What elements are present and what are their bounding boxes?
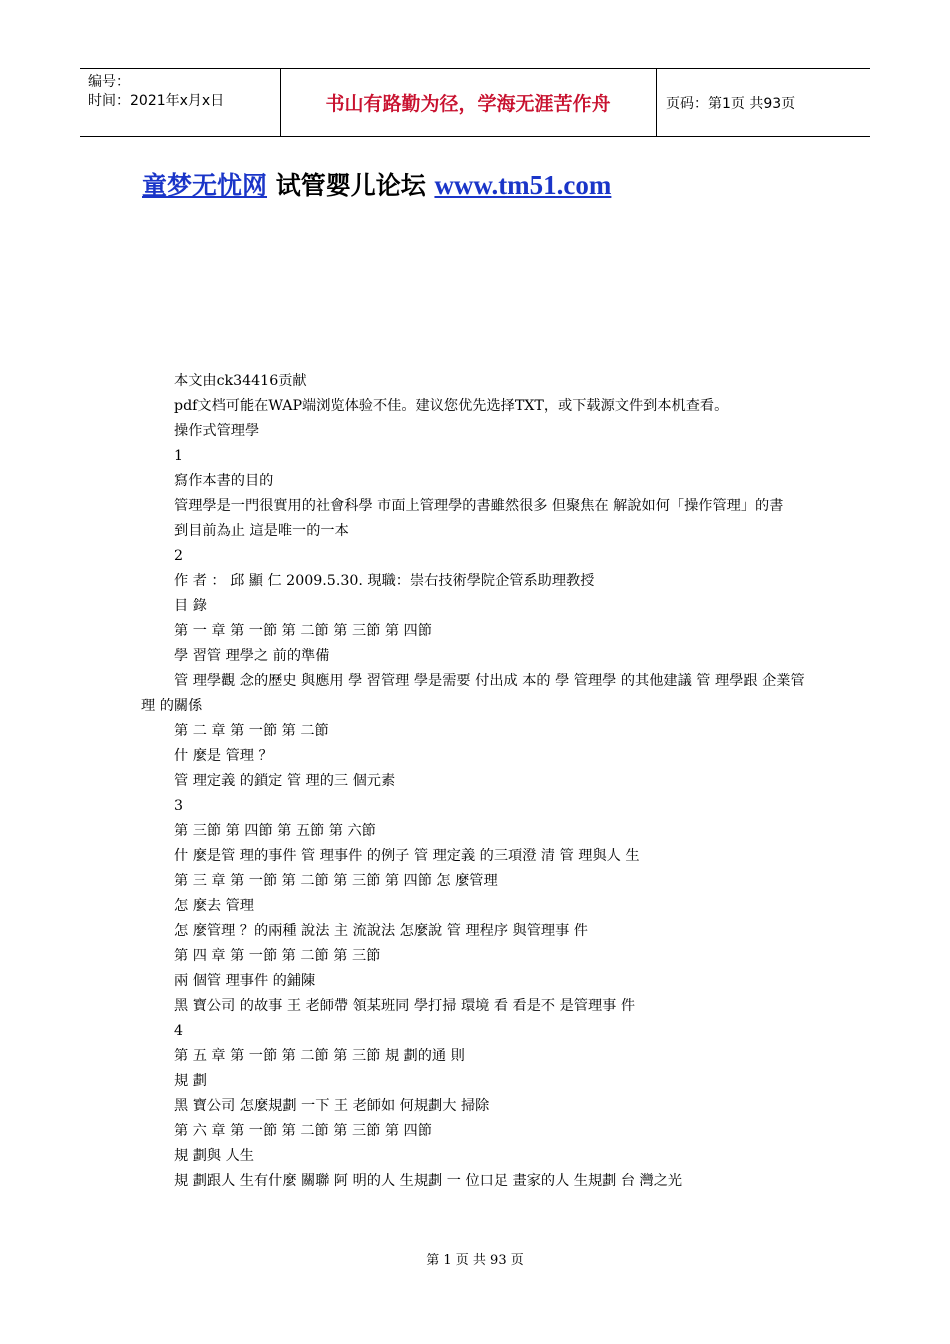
text-line: 4 [174, 1023, 184, 1039]
time-label: 时间：2021年x月x日 [88, 93, 225, 109]
site-name-link[interactable]: 童梦无忧网 [142, 171, 268, 200]
text-line: 什 麼是管 理的事件 管 理事件 的例子 管 理定義 的三項澄 清 管 理與人 生 [174, 848, 640, 864]
text-line: 本文由ck34416贡献 [174, 373, 307, 389]
header-page-info: 页码：第1页 共93页 [666, 96, 796, 112]
text-line: 操作式管理學 [174, 423, 260, 439]
text-line: 第 二 章 第 一節 第 二節 [174, 723, 329, 739]
header-motto: 书山有路勤为径，学海无涯苦作舟 [325, 93, 611, 115]
text-line: 第 三節 第 四節 第 五節 第 六節 [174, 823, 376, 839]
page-footer: 第 1 页 共 93 页 [426, 1253, 524, 1268]
header-meta [88, 73, 224, 111]
text-line: 目 錄 [174, 598, 207, 614]
text-line: 規 劃跟人 生有什麼 關聯 阿 明的人 生規劃 一 位口足 畫家的人 生規劃 台 灣之光 [174, 1173, 683, 1189]
text-line: 第 一 章 第 一節 第 二節 第 三節 第 四節 [174, 623, 432, 639]
document-body [141, 369, 813, 1194]
forum-name: 试管婴儿论坛 [267, 171, 435, 200]
text-line: 作 者 ： 邱 顯 仁 2009.5.30. 現職：崇右技術學院企管系助理教授 [174, 573, 595, 589]
text-line: 到目前為止 這是唯一的一本 [174, 523, 349, 539]
text-line: 規 劃 [174, 1073, 207, 1089]
header-divider [656, 69, 657, 136]
page-header [80, 68, 870, 137]
text-line: 黑 寶公司 怎麼規劃 一下 王 老師如 何規劃大 掃除 [174, 1098, 490, 1114]
text-line: 第 三 章 第 一節 第 二節 第 三節 第 四節 怎 麼管理 [174, 873, 498, 889]
text-line: 1 [174, 448, 184, 464]
text-line: 管 理定義 的鎖定 管 理的三 個元素 [174, 773, 396, 789]
text-line: 黑 寶公司 的故事 王 老師帶 領某班同 學打掃 環境 看 看是不 是管理事 件 [174, 998, 636, 1014]
text-line: 2 [174, 548, 184, 564]
text-line: 什 麼是 管理 ？ [174, 748, 273, 764]
text-line: 管理學是一門很實用的社會科學 市面上管理學的書雖然很多 但聚焦在 解說如何「操作管理」的書 [174, 498, 784, 514]
text-line: 學 習管 理學之 前的準備 [174, 648, 330, 664]
text-line: 管 理學觀 念的歷史 與應用 學 習管理 學是需要 付出成 本的 學 管理學 的其他建議 管 理學跟 企業管理 的關係 [141, 673, 805, 714]
site-banner [142, 166, 611, 202]
text-line: 怎 麼去 管理 [174, 898, 254, 914]
text-line: 寫作本書的目的 [174, 473, 274, 489]
text-line: 怎 麼管理 ？的兩種 說法 主 流說法 怎麼說 管 理程序 與管理事 件 [174, 923, 588, 939]
site-url-link[interactable]: www.tm51.com [434, 170, 612, 200]
text-line: 第 六 章 第 一節 第 二節 第 三節 第 四節 [174, 1123, 432, 1139]
text-line: 第 五 章 第 一節 第 二節 第 三節 規 劃的通 則 [174, 1048, 465, 1064]
text-line: pdf文档可能在WAP端浏览体验不佳。建议您优先选择TXT，或下载源文件到本机查看。 [174, 398, 729, 414]
text-line: 第 四 章 第 一節 第 二節 第 三節 [174, 948, 381, 964]
text-line: 規 劃與 人生 [174, 1148, 254, 1164]
text-line: 兩 個管 理事件 的鋪陳 [174, 973, 316, 989]
text-line: 3 [174, 798, 184, 814]
code-label: 编号： [88, 74, 130, 90]
